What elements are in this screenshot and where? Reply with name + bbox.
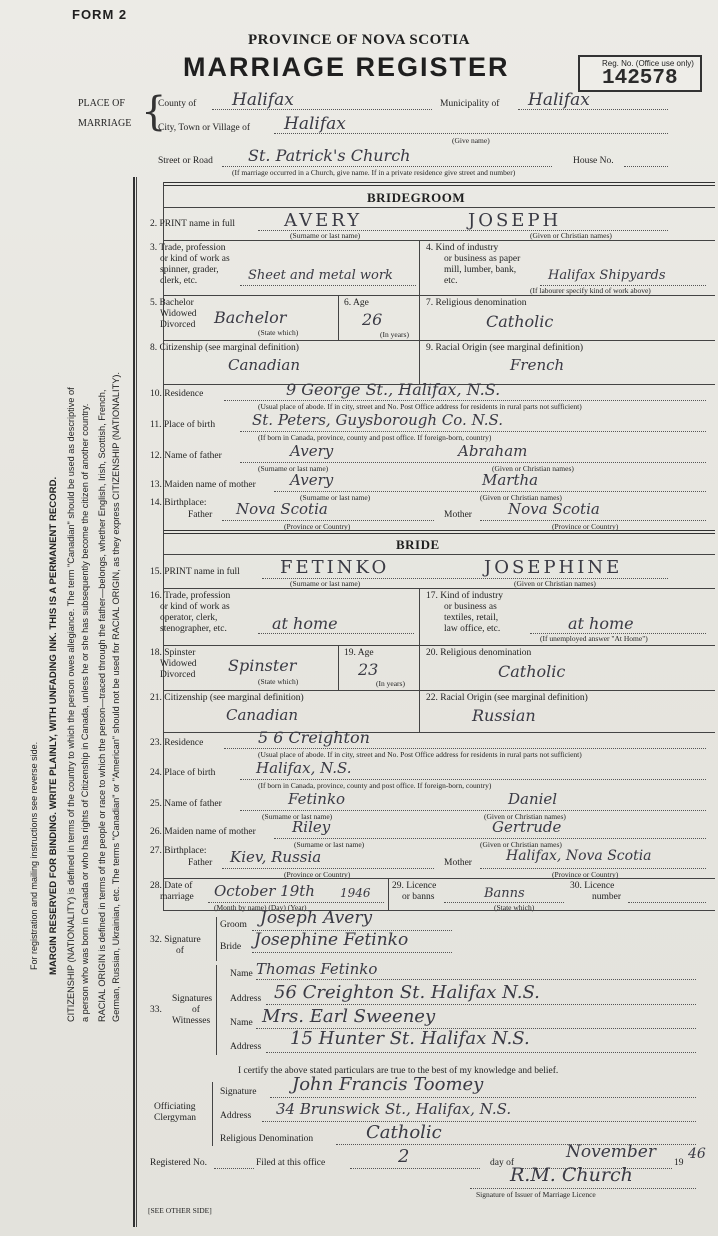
f15-label: 15. PRINT name in full <box>150 567 240 577</box>
bride-father-given: Daniel <box>508 790 558 808</box>
f9-label: 9. Racial Origin (see marginal definition) <box>426 343 584 353</box>
clergy-religion: Catholic <box>366 1122 442 1143</box>
filed-year: 46 <box>688 1146 706 1162</box>
f17-line4: law office, etc. <box>444 624 501 634</box>
clergy-label-1: Officiating <box>154 1102 196 1112</box>
bride-father-surname: Fetinko <box>288 790 346 808</box>
f24-caption: (If born in Canada, province, county and post office. If foreign-born, country) <box>258 781 492 790</box>
f13-surname-caption: (Surname or last name) <box>300 493 371 502</box>
f28-label: 28. Date of <box>150 881 193 891</box>
f3-line4: clerk, etc. <box>160 276 198 286</box>
bride-word: Bride <box>220 942 242 952</box>
f5-line3: Divorced <box>160 320 196 330</box>
f30-line2: number <box>592 892 622 902</box>
w1-name-label: Name <box>230 969 253 979</box>
bride-birthplace: Halifax, N.S. <box>256 759 352 777</box>
f27-mother-word: Mother <box>444 858 472 868</box>
f18-line2: Widowed <box>160 659 197 669</box>
f22-label: 22. Racial Origin (see marginal definition) <box>426 693 588 703</box>
w2-name-label: Name <box>230 1018 253 1028</box>
groom-age: 26 <box>362 310 383 329</box>
f12-label: 12. Name of father <box>150 451 222 461</box>
f3-label: 3. Trade, profession <box>150 243 226 253</box>
f19-caption: (In years) <box>376 679 405 688</box>
f18-caption: (State which) <box>258 677 299 686</box>
margin-citizenship-def-1: CITIZENSHIP (NATIONALITY) is defined in terms of the country to which the person owes allegiance. The term "Canadian" should be used as descriptive of <box>66 387 76 1022</box>
reg-number-box <box>578 55 702 92</box>
f4-label: 4. Kind of industry <box>426 243 499 253</box>
witness1-name: Thomas Fetinko <box>256 960 378 978</box>
f17-line2: or business as <box>444 602 497 612</box>
f17-line3: textiles, retail, <box>444 613 499 623</box>
f11-label: 11. Place of birth <box>150 420 216 430</box>
f15-surname-caption: (Surname or last name) <box>290 579 361 588</box>
f17-caption: (If unemployed answer "At Home") <box>540 634 648 643</box>
f26-surname-caption: (Surname or last name) <box>294 840 365 849</box>
city-value: Halifax <box>284 114 346 134</box>
f5-line2: Widowed <box>160 309 197 319</box>
bride-racial: Russian <box>472 706 536 725</box>
groom-trade: Sheet and metal work <box>248 268 393 283</box>
f15-given-caption: (Given or Christian names) <box>514 579 596 588</box>
bride-mother-surname: Riley <box>292 818 331 836</box>
clergy-address-label: Address <box>220 1111 252 1121</box>
groom-religion: Catholic <box>486 312 554 331</box>
form-number: FORM 2 <box>72 7 128 22</box>
f18-line3: Divorced <box>160 670 196 680</box>
f20-label: 20. Religious denomination <box>426 648 532 658</box>
f7-label: 7. Religious denomination <box>426 298 527 308</box>
f29-caption: (State which) <box>494 903 535 912</box>
see-other-side: [SEE OTHER SIDE] <box>148 1206 212 1215</box>
bride-citizenship: Canadian <box>226 706 299 724</box>
f33-num: 33. <box>150 1005 162 1015</box>
margin-binding-notice: MARGIN RESERVED FOR BINDING. WRITE PLAINLY, WITH UNFADING INK. THIS IS A PERMANENT RECORD. <box>48 476 59 975</box>
f18-line1: 18. Spinster <box>150 648 196 658</box>
f16-line3: operator, clerk, <box>160 613 218 623</box>
reg-number-label: Reg. No. (Office use only) <box>602 59 694 68</box>
f28-line2: marriage <box>160 892 194 902</box>
groom-status: Bachelor <box>214 308 287 327</box>
f2-label: 2. PRINT name in full <box>150 219 236 229</box>
certify-statement: I certify the above stated particulars are true to the best of my knowledge and belief. <box>238 1066 559 1076</box>
margin-instructions: For registration and mailing instructions see reverse side. <box>29 741 39 970</box>
witness1-address: 56 Creighton St. Halifax N.S. <box>274 982 540 1003</box>
f32-label: 32. Signature <box>150 935 201 945</box>
f14-label: 14. Birthplace: <box>150 498 207 508</box>
place-label-1: PLACE OF <box>78 98 125 109</box>
issuer-caption: Signature of Issuer of Marriage Licence <box>476 1190 596 1199</box>
f27-father-caption: (Province or Country) <box>284 870 351 879</box>
clergy-signature-label: Signature <box>220 1087 257 1097</box>
groom-mother-birthplace: Nova Scotia <box>508 500 600 518</box>
groom-father-surname: Avery <box>290 442 334 460</box>
licence-or-banns: Banns <box>484 886 525 901</box>
f4-line3: mill, lumber, bank, <box>444 265 517 275</box>
bride-trade: at home <box>272 614 338 633</box>
witness2-address: 15 Hunter St. Halifax N.S. <box>290 1028 530 1049</box>
filed-day: 2 <box>398 1146 410 1167</box>
f32-of: of <box>176 946 184 956</box>
f14-father-caption: (Province or Country) <box>284 522 351 531</box>
margin-racial-def-1: RACIAL ORIGIN is defined in terms of the people or race to which the person—traced through the father—belongs, whether English, Irish, Scottish, French, <box>97 389 107 1022</box>
groom-citizenship: Canadian <box>228 356 301 374</box>
f12-given-caption: (Given or Christian names) <box>492 464 574 473</box>
groom-father-birthplace: Nova Scotia <box>236 500 328 518</box>
f4-line4: etc. <box>444 276 458 286</box>
w1-address-label: Address <box>230 994 262 1004</box>
f4-line2: or business as paper <box>444 254 521 264</box>
bride-heading: BRIDE <box>396 537 440 552</box>
house-no-label: House No. <box>573 156 614 166</box>
municipality-label: Municipality of <box>440 99 500 109</box>
filed-month: November <box>566 1142 656 1162</box>
f16-line2: or kind of work as <box>160 602 230 612</box>
groom-birthplace: St. Peters, Guysborough Co. N.S. <box>252 411 504 429</box>
f26-label: 26. Maiden name of mother <box>150 827 256 837</box>
street-value: St. Patrick's Church <box>248 146 411 165</box>
registered-no-label: Registered No. <box>150 1158 207 1168</box>
groom-residence: 9 George St., Halifax, N.S. <box>286 380 501 399</box>
groom-mother-surname: Avery <box>290 471 334 489</box>
year-prefix: 19 <box>674 1158 684 1168</box>
bride-surname: FETINKO <box>280 557 390 578</box>
bride-religion: Catholic <box>498 662 566 681</box>
street-label: Street or Road <box>158 156 213 166</box>
religious-denomination-label: Religious Denomination <box>220 1134 314 1144</box>
filed-label: Filed at this office <box>256 1158 326 1168</box>
f11-caption: (If born in Canada, province, county and post office. If foreign-born, country) <box>258 433 492 442</box>
f16-line4: stenographer, etc. <box>160 624 227 634</box>
margin-citizenship-def-2: a person who was born in Canada or who has rights of Citizenship in Canada, unless he or she has subsequently become the citizen of another country. <box>80 403 90 1022</box>
f16-label: 16. Trade, profession <box>150 591 231 601</box>
f14-mother-word: Mother <box>444 510 472 520</box>
f29-line2: or banns <box>402 892 435 902</box>
bride-signature: Josephine Fetinko <box>254 930 409 950</box>
groom-age-caption: (In years) <box>380 330 409 339</box>
groom-father-given: Abraham <box>458 442 528 460</box>
street-note: (If marriage occurred in a Church, give name. If in a private residence give street and number) <box>232 168 516 177</box>
f21-label: 21. Citizenship (see marginal definition) <box>150 693 304 703</box>
groom-given-caption: (Given or Christian names) <box>530 231 612 240</box>
f28-caption: (Month by name) (Day) (Year) <box>214 903 307 912</box>
groom-given: JOSEPH <box>468 210 562 231</box>
municipality-value: Halifax <box>528 90 590 110</box>
county-label: County of <box>158 99 197 109</box>
bride-given: JOSEPHINE <box>484 557 623 578</box>
f25-label: 25. Name of father <box>150 799 222 809</box>
f24-label: 24. Place of birth <box>150 768 216 778</box>
groom-racial: French <box>510 356 565 374</box>
place-label-2: MARRIAGE <box>78 118 132 129</box>
day-of-label: day of <box>490 1158 515 1168</box>
f23-caption: (Usual place of abode. If in city, street and No. Post Office address for residents in rural parts not sufficient) <box>258 750 582 759</box>
f14-mother-caption: (Province or Country) <box>552 522 619 531</box>
marriage-month-day: October 19th <box>214 882 315 900</box>
f33-line3: Witnesses <box>172 1016 211 1026</box>
f5-line1: 5. Bachelor <box>150 298 194 308</box>
w2-address-label: Address <box>230 1042 262 1052</box>
f13-given-caption: (Given or Christian names) <box>480 493 562 502</box>
bridegroom-heading: BRIDEGROOM <box>367 190 466 205</box>
groom-industry: Halifax Shipyards <box>548 268 666 283</box>
f23-label: 23. Residence <box>150 738 204 748</box>
county-value: Halifax <box>232 90 294 110</box>
f33-line2: of <box>192 1005 200 1015</box>
f25-given-caption: (Given or Christian names) <box>484 812 566 821</box>
f19-label: 19. Age <box>344 648 374 658</box>
groom-status-caption: (State which) <box>258 328 299 337</box>
clergy-signature: John Francis Toomey <box>292 1074 484 1095</box>
f8-label: 8. Citizenship (see marginal definition) <box>150 343 299 353</box>
groom-surname: AVERY <box>284 210 363 231</box>
f6-label: 6. Age <box>344 298 369 308</box>
margin-racial-def-2: German, Russian, Ukrainian, etc. The terms "Canadian" or "American" should not be used for RACIAL ORIGIN, as they express CITIZENSHIP (NATIONALITY). <box>111 372 121 1022</box>
groom-word: Groom <box>220 920 247 930</box>
f25-surname-caption: (Surname or last name) <box>262 812 333 821</box>
f14-father-word: Father <box>188 510 213 520</box>
bride-industry: at home <box>568 614 634 633</box>
groom-mother-given: Martha <box>482 471 539 489</box>
f3-line3: spinner, grader, <box>160 265 219 275</box>
f12-surname-caption: (Surname or last name) <box>258 464 329 473</box>
groom-signature: Joseph Avery <box>260 908 373 928</box>
bride-age: 23 <box>358 660 379 679</box>
f27-father-word: Father <box>188 858 213 868</box>
province-heading: PROVINCE OF NOVA SCOTIA <box>248 32 470 48</box>
issuer-signature: R.M. Church <box>510 1164 633 1186</box>
city-label: City, Town or Village of <box>158 123 250 133</box>
clergy-label-2: Clergyman <box>154 1113 197 1123</box>
groom-surname-caption: (Surname or last name) <box>290 231 361 240</box>
bride-mother-given: Gertrude <box>492 818 562 836</box>
bride-status: Spinster <box>228 656 297 675</box>
give-name-caption: (Give name) <box>452 136 490 145</box>
f4-caption: (If labourer specify kind of work above) <box>530 286 651 295</box>
f17-label: 17. Kind of industry <box>426 591 504 601</box>
f3-line2: or kind of work as <box>160 254 230 264</box>
reg-number: 142578 <box>602 67 678 90</box>
f26-given-caption: (Given or Christian names) <box>480 840 562 849</box>
clergy-address: 34 Brunswick St., Halifax, N.S. <box>276 1100 512 1118</box>
f30-label: 30. Licence <box>570 881 615 891</box>
f27-label: 27. Birthplace: <box>150 846 207 856</box>
f27-mother-caption: (Province or Country) <box>552 870 619 879</box>
f10-caption: (Usual place of abode. If in city, street and No. Post Office address for residents in rural parts not sufficient) <box>258 402 582 411</box>
f13-label: 13. Maiden name of mother <box>150 480 256 490</box>
bride-mother-birthplace: Halifax, Nova Scotia <box>506 848 652 864</box>
page-title: MARRIAGE REGISTER <box>183 52 510 82</box>
bride-father-birthplace: Kiev, Russia <box>230 848 322 866</box>
marriage-year: 1946 <box>340 886 371 900</box>
place-brace: { <box>141 89 167 135</box>
f29-label: 29. Licence <box>392 881 437 891</box>
bride-residence: 5 6 Creighton <box>258 728 370 747</box>
f33-label: Signatures <box>172 994 213 1004</box>
witness2-name: Mrs. Earl Sweeney <box>262 1006 436 1027</box>
f10-label: 10. Residence <box>150 389 204 399</box>
